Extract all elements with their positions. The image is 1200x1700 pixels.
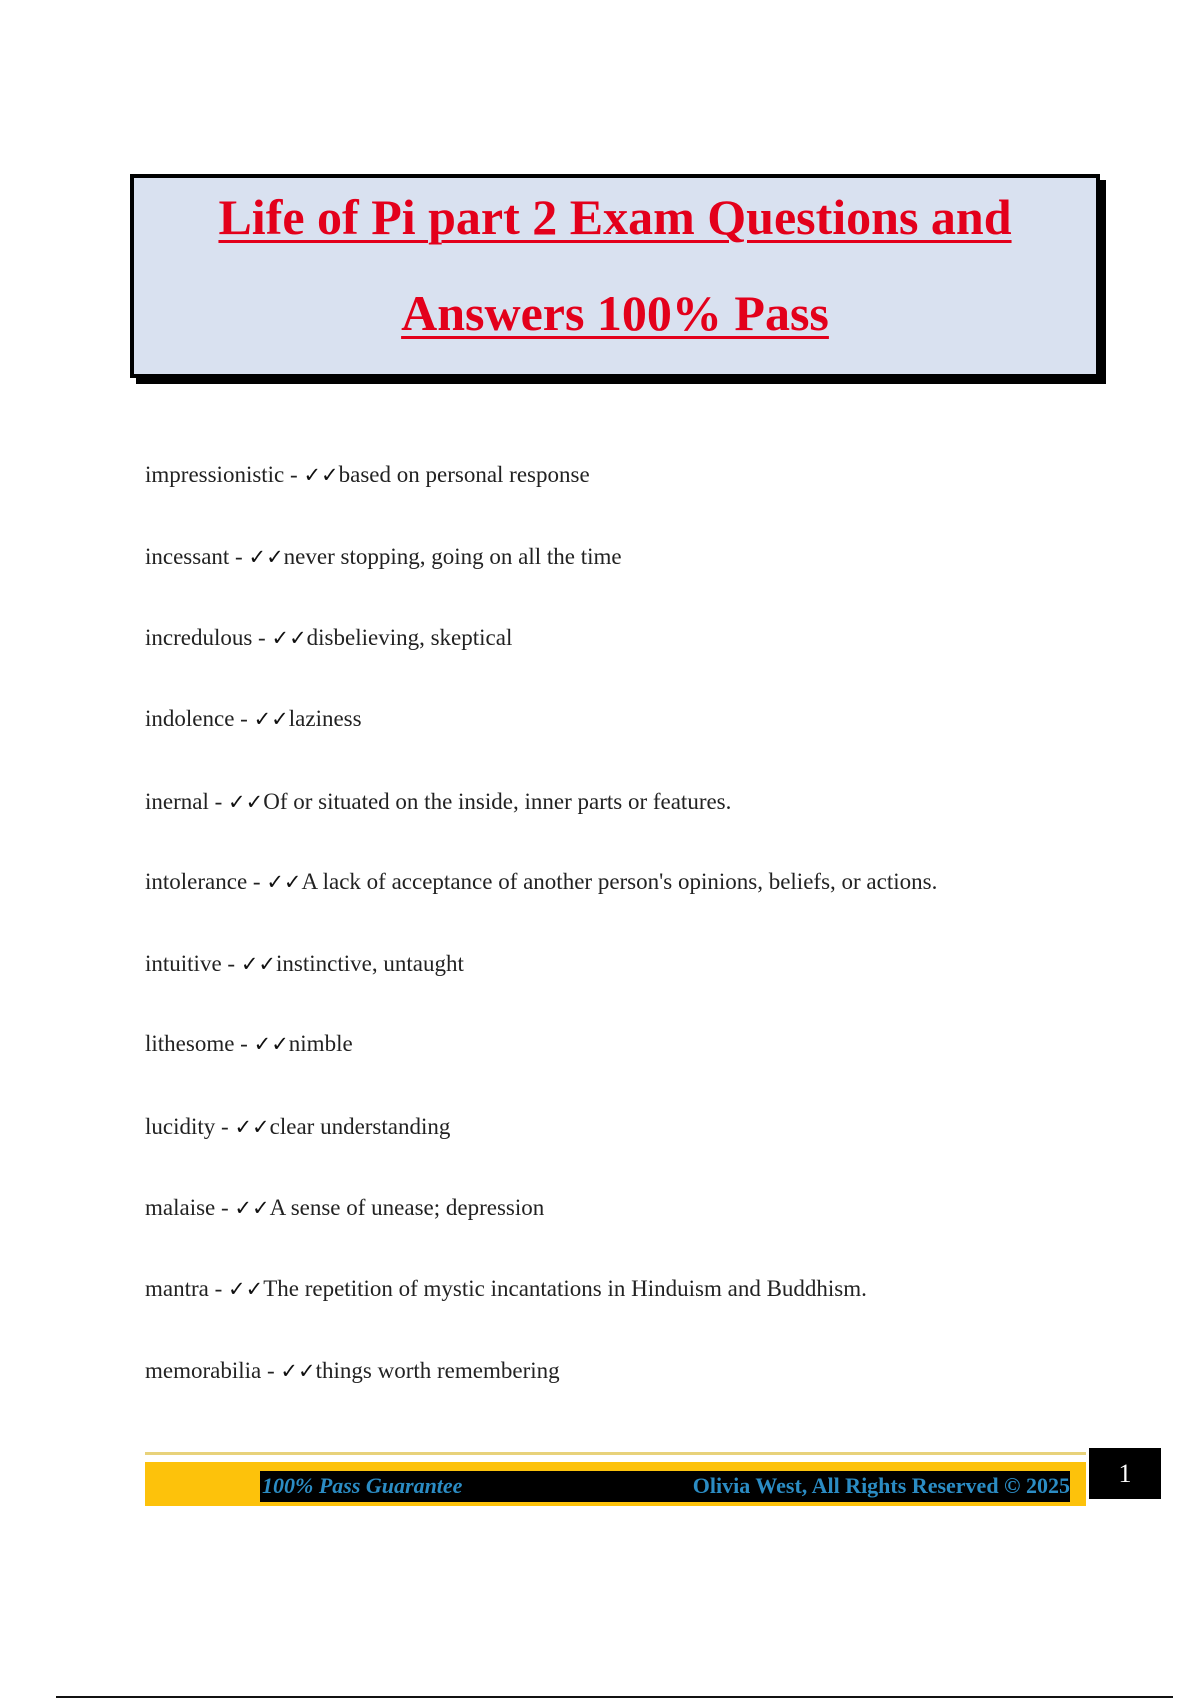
page-bottom-rule <box>56 1696 1173 1698</box>
double-check-icon: ✓✓ <box>234 1196 270 1220</box>
entry-definition: A sense of unease; depression <box>269 1195 545 1220</box>
entry-definition: nimble <box>288 1031 353 1056</box>
double-check-icon: ✓✓ <box>240 952 277 976</box>
entry <box>145 544 622 570</box>
entry-term: memorabilia - <box>145 1358 281 1383</box>
title-line-1: Life of Pi part 2 Exam Questions and <box>218 189 1012 245</box>
entry-term: inernal - <box>145 789 229 814</box>
footer-guarantee: 100% Pass Guarantee <box>262 1473 463 1498</box>
entry <box>145 1195 544 1221</box>
entry <box>145 951 464 977</box>
footer-copyright: Olivia West, All Rights Reserved © 2025 <box>692 1473 1070 1498</box>
entry-definition: instinctive, untaught <box>276 951 464 976</box>
title-box <box>130 174 1100 378</box>
entry-definition: clear understanding <box>269 1114 451 1139</box>
entry-term: lithesome - <box>145 1031 254 1056</box>
entry-definition: Of or situated on the inside, inner parts or features. <box>263 789 732 814</box>
entry-term: incredulous - <box>145 625 272 650</box>
double-check-icon: ✓✓ <box>253 707 289 731</box>
double-check-icon: ✓✓ <box>303 463 339 487</box>
double-check-icon: ✓✓ <box>266 870 302 894</box>
entry-term: malaise - <box>145 1195 235 1220</box>
entry <box>145 789 731 815</box>
entry-term: mantra - <box>145 1276 229 1301</box>
title-line-2: Answers 100% Pass <box>401 285 829 341</box>
entry <box>145 1031 353 1057</box>
footer-rule <box>145 1452 1086 1455</box>
double-check-icon: ✓✓ <box>271 626 307 650</box>
double-check-icon: ✓✓ <box>228 1277 264 1301</box>
entry <box>145 625 512 651</box>
entry <box>145 1358 560 1384</box>
entry <box>145 1114 450 1140</box>
double-check-icon: ✓✓ <box>253 1032 289 1056</box>
entry-definition: based on personal response <box>338 462 590 487</box>
entry-definition: never stopping, going on all the time <box>283 544 622 569</box>
entry <box>145 1276 867 1302</box>
double-check-icon: ✓✓ <box>280 1359 316 1383</box>
entry-definition: The repetition of mystic incantations in Hinduism and Buddhism. <box>263 1276 867 1301</box>
entry-term: incessant - <box>145 544 249 569</box>
entry-term: indolence - <box>145 706 254 731</box>
entry-term: intolerance - <box>145 869 267 894</box>
entry <box>145 706 362 732</box>
double-check-icon: ✓✓ <box>234 1115 270 1139</box>
double-check-icon: ✓✓ <box>248 545 284 569</box>
entry-term: lucidity - <box>145 1114 235 1139</box>
entry-term: impressionistic - <box>145 462 304 487</box>
entry-definition: laziness <box>288 706 362 731</box>
entry <box>145 462 590 488</box>
entry-definition: A lack of acceptance of another person's opinions, beliefs, or actions. <box>301 869 938 894</box>
entry-definition: disbelieving, skeptical <box>306 625 513 650</box>
page-number: 1 <box>1089 1448 1161 1499</box>
entry-term: intuitive - <box>145 951 241 976</box>
entry-definition: things worth remembering <box>315 1358 560 1383</box>
entry <box>145 869 937 895</box>
double-check-icon: ✓✓ <box>228 790 264 814</box>
